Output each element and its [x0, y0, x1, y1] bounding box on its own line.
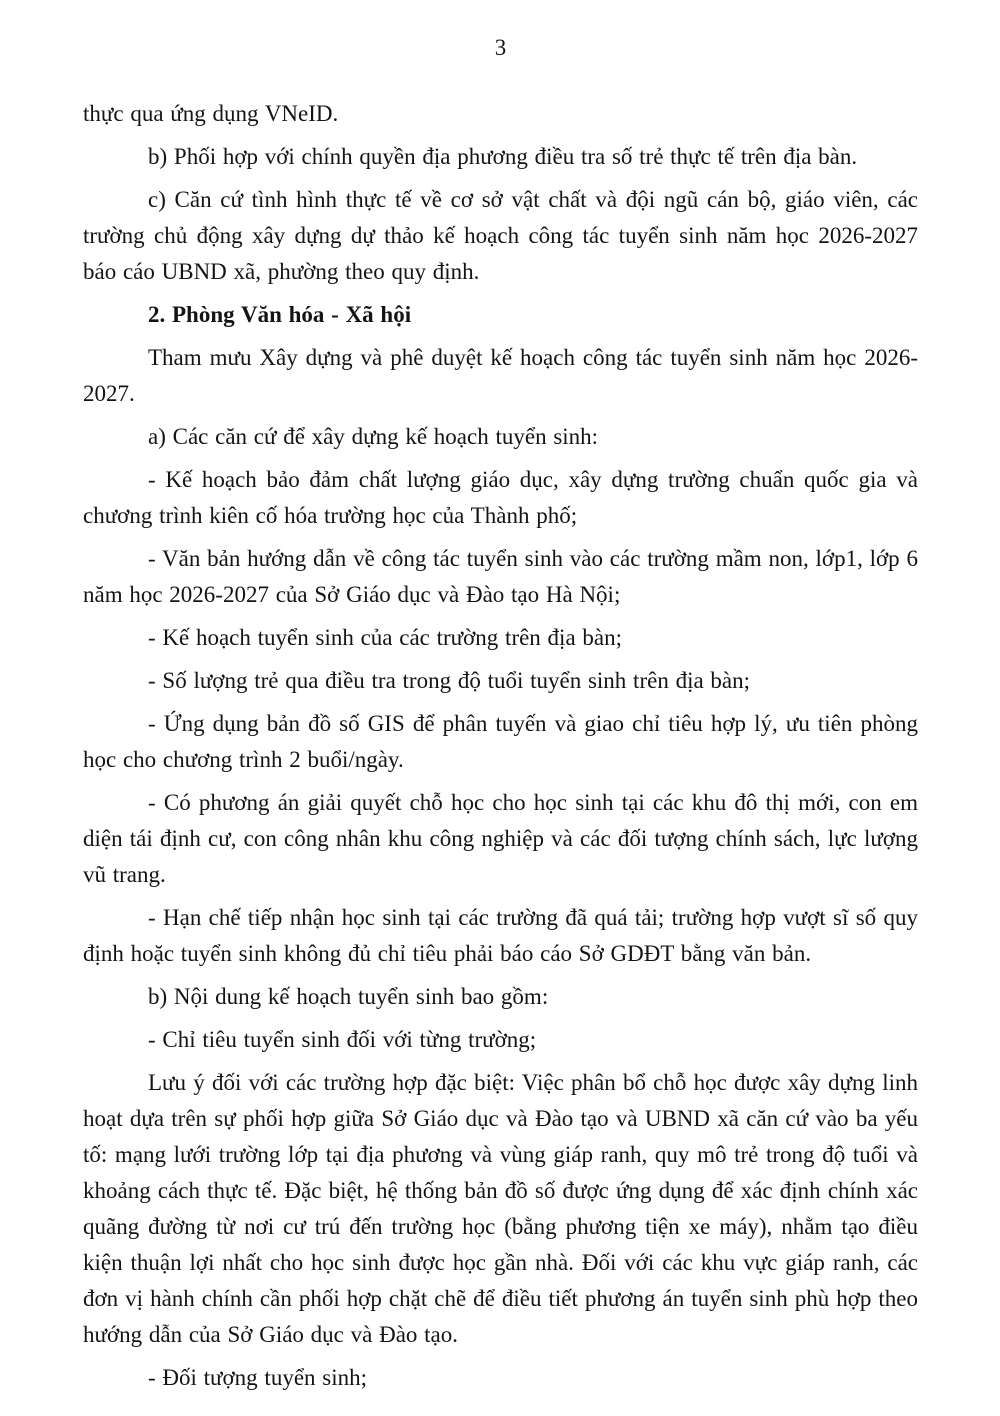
section-heading: 2. Phòng Văn hóa - Xã hội	[148, 302, 412, 327]
paragraph: - Kế hoạch tuyển sinh của các trường trên địa bàn;	[148, 625, 623, 650]
paragraph: Lưu ý đối với các trường hợp đặc biệt: Việc phân bổ chỗ học được xây dựng linh hoạt dựa trên sự phối hợp giữa Sở Giáo dục và Đào tạo và UBND xã căn cứ vào ba yếu tố: mạng lưới trường lớp tại địa phương và vùng giáp ranh, quy mô trẻ trong độ tuổi và khoảng cách thực tế. Đặc biệt, hệ thống bản đồ số được ứng dụng để xác định chính xác quãng đường từ nơi cư trú đến trường học (bằng phương tiện xe máy), nhằm tạo điều kiện thuận lợi nhất cho học sinh được học gần nhà. Đối với các khu vực giáp ranh, các đơn vị hành chính cần phối hợp chặt chẽ để điều tiết phương án tuyển sinh phù hợp theo hướng dẫn của Sở Giáo dục và Đào tạo.	[83, 1070, 918, 1347]
paragraph: - Hạn chế tiếp nhận học sinh tại các trường đã quá tải; trường hợp vượt sĩ số quy định hoặc tuyển sinh không đủ chỉ tiêu phải báo cáo Sở GDĐT bằng văn bản.	[83, 905, 918, 966]
paragraph: - Chỉ tiêu tuyển sinh đối với từng trường;	[148, 1027, 537, 1052]
paragraph: - Có phương án giải quyết chỗ học cho học sinh tại các khu đô thị mới, con em diện tái định cư, con công nhân khu công nghiệp và các đối tượng chính sách, lực lượng vũ trang.	[83, 790, 918, 887]
paragraph: - Văn bản hướng dẫn về công tác tuyển sinh vào các trường mầm non, lớp1, lớp 6 năm học 2026-2027 của Sở Giáo dục và Đào tạo Hà Nội;	[83, 546, 918, 607]
page-number: 3	[494, 35, 507, 60]
document-body	[83, 96, 918, 1396]
paragraph: thực qua ứng dụng VNeID.	[83, 101, 339, 126]
paragraph: c) Căn cứ tình hình thực tế về cơ sở vật chất và đội ngũ cán bộ, giáo viên, các trường chủ động xây dựng dự thảo kế hoạch công tác tuyển sinh năm học 2026-2027 báo cáo UBND xã, phường theo quy định.	[83, 187, 918, 284]
paragraph: a) Các căn cứ để xây dựng kế hoạch tuyển sinh:	[148, 424, 599, 449]
paragraph: - Số lượng trẻ qua điều tra trong độ tuổi tuyển sinh trên địa bàn;	[148, 668, 751, 693]
paragraph: Tham mưu Xây dựng và phê duyệt kế hoạch công tác tuyển sinh năm học 2026-2027.	[83, 345, 918, 406]
paragraph: b) Nội dung kế hoạch tuyển sinh bao gồm:	[148, 984, 549, 1009]
paragraph: - Đối tượng tuyển sinh;	[148, 1365, 368, 1390]
paragraph: b) Phối hợp với chính quyền địa phương điều tra số trẻ thực tế trên địa bàn.	[148, 144, 858, 169]
paragraph: - Kế hoạch bảo đảm chất lượng giáo dục, xây dựng trường chuẩn quốc gia và chương trình kiên cố hóa trường học của Thành phố;	[83, 467, 918, 528]
paragraph: - Ứng dụng bản đồ số GIS để phân tuyến và giao chỉ tiêu hợp lý, ưu tiên phòng học cho chương trình 2 buổi/ngày.	[83, 711, 918, 772]
